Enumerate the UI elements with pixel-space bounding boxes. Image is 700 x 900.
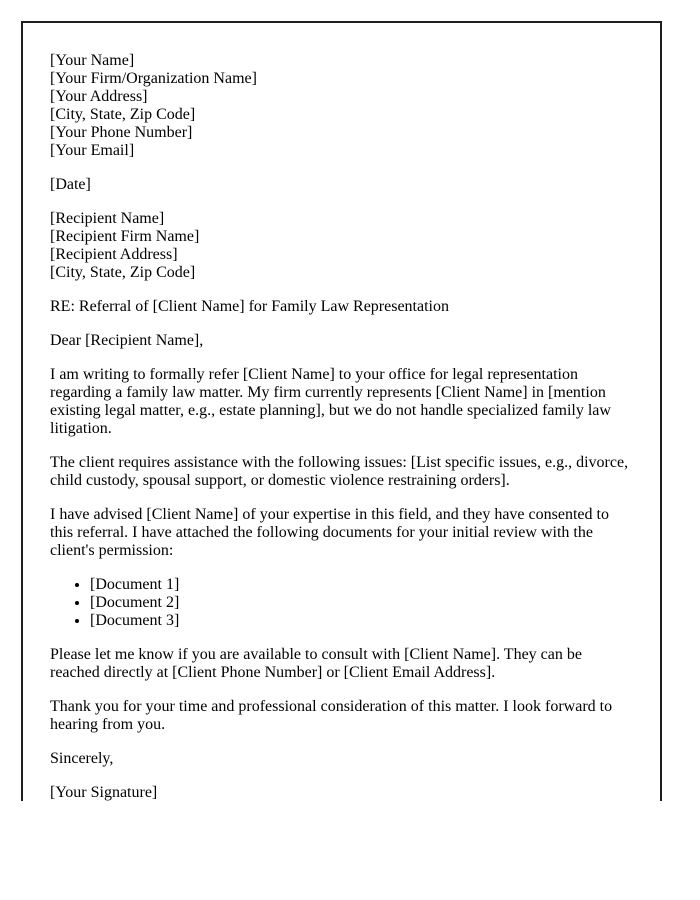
- recipient-name: [Recipient Name]: [50, 210, 165, 227]
- date-line: [Date]: [50, 176, 91, 193]
- closing: Sincerely,: [50, 750, 114, 767]
- paragraph-documents-intro: I have advised [Client Name] of your expertise in this field, and they have consented to this referral. I have attached the following documents for your initial review with the client's permission:: [50, 506, 609, 559]
- list-item-document-1: • [Document 1]: [90, 576, 632, 594]
- sender-phone: [Your Phone Number]: [50, 124, 193, 141]
- paragraph-thank-you: Thank you for your time and professional consideration of this matter. I look forward to hearing from you.: [50, 698, 613, 733]
- sender-city-state-zip: [City, State, Zip Code]: [50, 106, 196, 123]
- salutation: Dear [Recipient Name],: [50, 332, 204, 349]
- recipient-address: [Recipient Address]: [50, 246, 178, 263]
- attachments-list: [50, 576, 632, 630]
- sender-address: [Your Address]: [50, 88, 148, 105]
- sender-address-block: [50, 52, 632, 160]
- paragraph-contact-info: Please let me know if you are available to consult with [Client Name]. They can be reached directly at [Client Phone Number] or [Client Email Address].: [50, 646, 582, 681]
- list-item-document-3: • [Document 3]: [90, 612, 632, 630]
- paragraph-client-issues: The client requires assistance with the following issues: [List specific issues, e.g., divorce, child custody, spousal support, or domestic violence restraining orders].: [50, 454, 629, 489]
- list-item-document-2: • [Document 2]: [90, 594, 632, 612]
- sender-email: [Your Email]: [50, 142, 135, 159]
- recipient-firm: [Recipient Firm Name]: [50, 228, 200, 245]
- letter-frame: [21, 21, 662, 801]
- sender-firm: [Your Firm/Organization Name]: [50, 70, 257, 87]
- subject-line: RE: Referral of [Client Name] for Family Law Representation: [50, 298, 449, 315]
- recipient-address-block: [50, 210, 632, 282]
- signature-placeholder: [Your Signature]: [50, 784, 158, 801]
- paragraph-referral-intro: I am writing to formally refer [Client Name] to your office for legal representation regarding a family law matter. My firm currently represents [Client Name] in [mention existing legal matter, e.g., estate planning], but we do not handle specialized family law litigation.: [50, 366, 611, 437]
- sender-name: [Your Name]: [50, 52, 135, 69]
- recipient-city-state-zip: [City, State, Zip Code]: [50, 264, 196, 281]
